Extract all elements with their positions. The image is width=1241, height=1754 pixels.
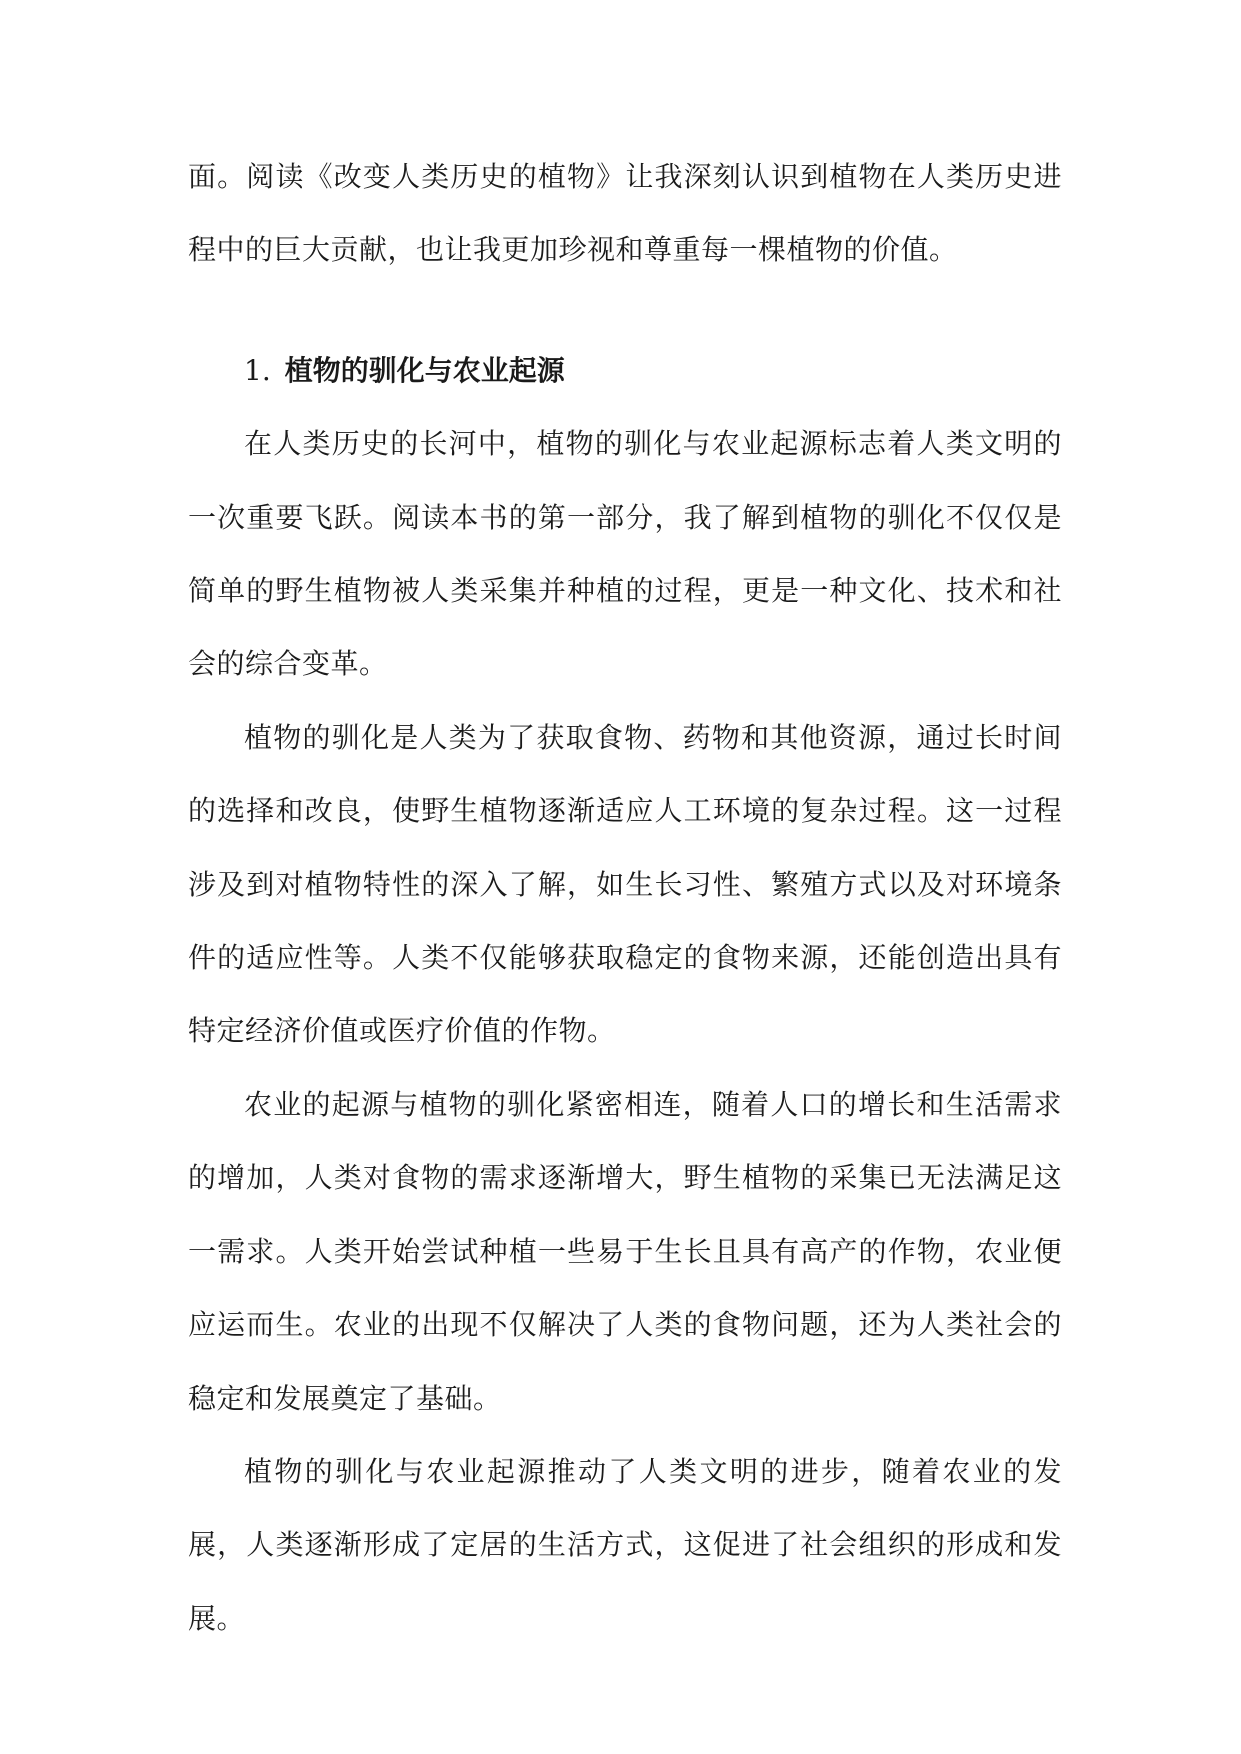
page-content [188,140,1062,1655]
section-number: 1. [244,353,271,387]
body-paragraph-2: 植物的驯化是人类为了获取食物、药物和其他资源，通过长时间的选择和改良，使野生植物逐渐适应人工环境的复杂过程。这一过程涉及到对植物特性的深入了解，如生长习性、繁殖方式以及对环境条件的适应性等。人类不仅能够获取稳定的食物来源，还能创造出具有特定经济价值或医疗价值的作物。 [188,720,1062,1048]
body-paragraph-3: 农业的起源与植物的驯化紧密相连，随着人口的增长和生活需求的增加，人类对食物的需求逐渐增大，野生植物的采集已无法满足这一需求。人类开始尝试种植一些易于生长且具有高产的作物，农业便应运而生。农业的出现不仅解决了人类的食物问题，还为人类社会的稳定和发展奠定了基础。 [188,1087,1062,1415]
section-title: 植物的驯化与农业起源 [284,353,565,387]
continued-paragraph: 面。阅读《改变人类历史的植物》让我深刻认识到植物在人类历史进程中的巨大贡献，也让我更加珍视和尊重每一棵植物的价值。 [188,160,1062,267]
section-heading [188,334,1062,407]
body-paragraph-4: 植物的驯化与农业起源推动了人类文明的进步，随着农业的发展，人类逐渐形成了定居的生活方式，这促进了社会组织的形成和发展。 [188,1454,1062,1635]
body-paragraph-1: 在人类历史的长河中，植物的驯化与农业起源标志着人类文明的一次重要飞跃。阅读本书的第一部分，我了解到植物的驯化不仅仅是简单的野生植物被人类采集并种植的过程，更是一种文化、技术和社会的综合变革。 [188,427,1062,681]
